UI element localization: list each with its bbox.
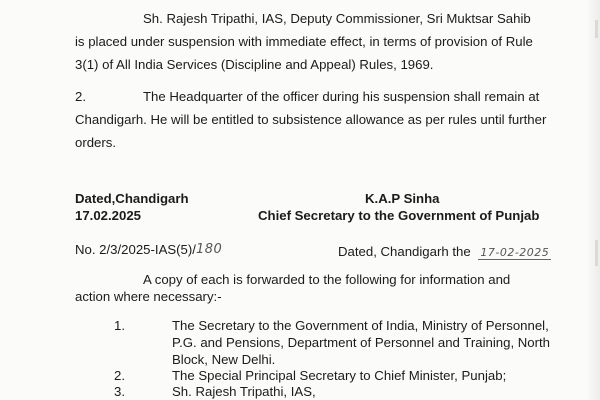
forward-intro-line2: action where necessary:- — [75, 289, 222, 304]
dated-label: Dated,Chandigarh — [75, 191, 189, 206]
list-item-1-line3: Block, New Delhi. — [172, 352, 276, 367]
list-item-1-number: 1. — [114, 318, 125, 333]
para2-line1: The Headquarter of the officer during his suspension shall remain at — [143, 89, 540, 104]
para2-number: 2. — [75, 89, 86, 104]
list-item-1-line2: P.G. and Pensions, Department of Personnel and Training, North — [172, 335, 551, 350]
para1-line3: 3(1) of All India Services (Discipline and Appeal) Rules, 1969. — [75, 57, 434, 72]
para2-line3: orders. — [75, 135, 117, 150]
para1-line2: is placed under suspension with immediate effect, in terms of provision of Rule — [75, 34, 533, 49]
forward-intro-line1: A copy of each is forwarded to the following for information and — [143, 272, 511, 287]
endorsement-dated-prefix: Dated, Chandigarh the — [338, 244, 471, 259]
list-item-2-line1: The Special Principal Secretary to Chief Minister, Punjab; — [172, 368, 507, 383]
signatory-name: K.A.P Sinha — [365, 191, 440, 206]
endorsement-number-prefix: No. 2/3/2025-IAS(5)/ — [75, 242, 196, 257]
para1-line1: Sh. Rajesh Tripathi, IAS, Deputy Commissioner, Sri Muktsar Sahib — [143, 11, 531, 26]
endorsement-date-handwritten: 17-02-2025 — [480, 246, 550, 259]
list-item-3-number: 3. — [114, 384, 125, 399]
order-date: 17.02.2025 — [75, 208, 142, 223]
list-item-1-line1: The Secretary to the Government of India, Ministry of Personnel, — [172, 318, 549, 333]
scan-edge-shadow — [586, 0, 600, 400]
endorsement-date-line — [338, 244, 551, 261]
scan-edge-mark — [595, 240, 598, 266]
list-item-2-number: 2. — [114, 368, 125, 383]
list-item-3-line1: Sh. Rajesh Tripathi, IAS, — [172, 384, 316, 399]
para2-line2: Chandigarh. He will be entitled to subsistence allowance as per rules until further — [75, 112, 547, 127]
signatory-designation: Chief Secretary to the Government of Punjab — [258, 208, 540, 223]
endorsement-number-handwritten: 180 — [195, 242, 223, 257]
endorsement-number — [75, 242, 222, 259]
scan-edge-mark — [595, 20, 598, 38]
